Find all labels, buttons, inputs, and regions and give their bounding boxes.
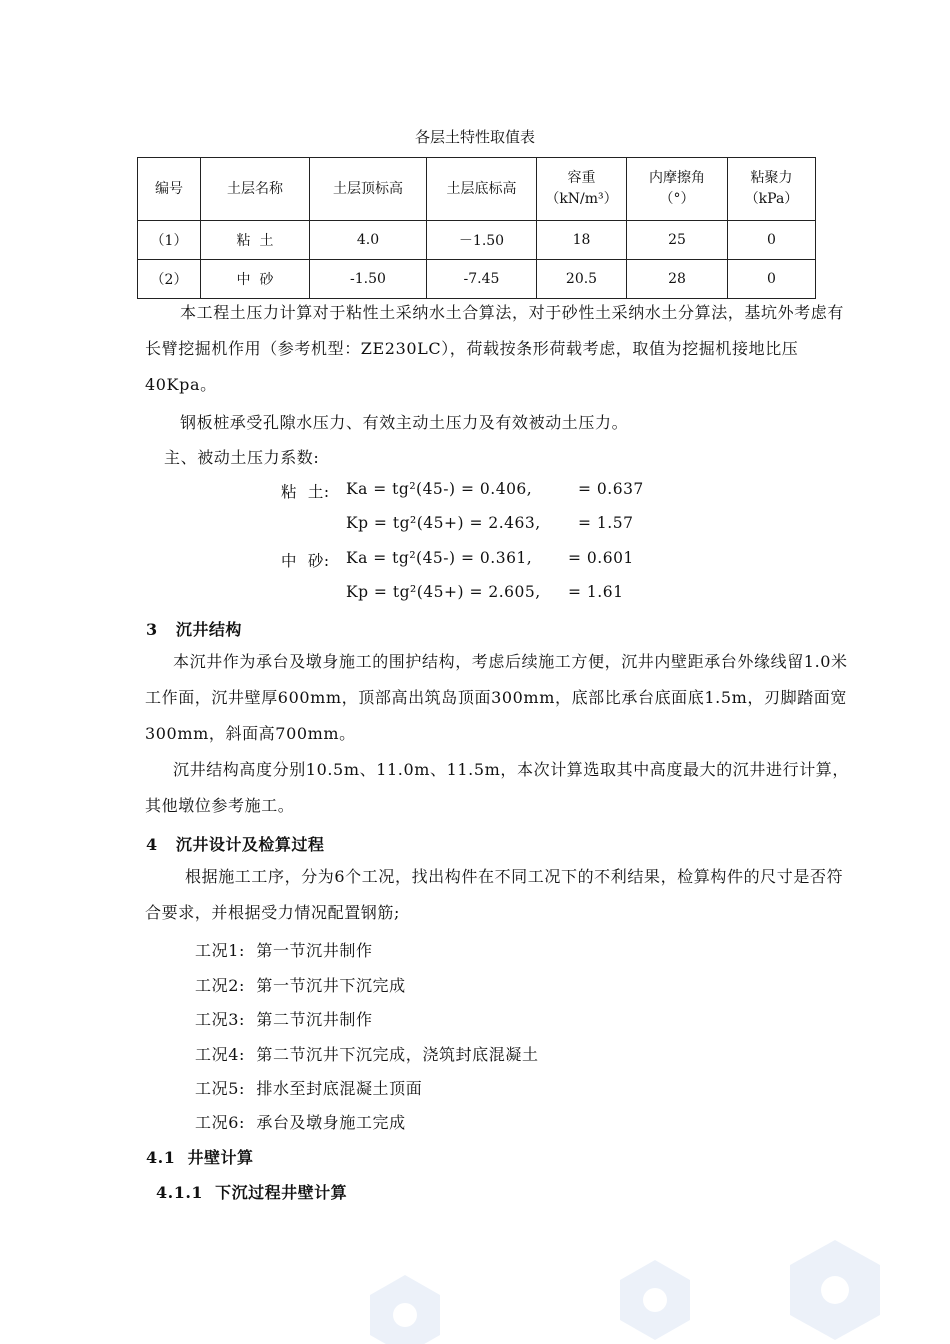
case-item: 工况2: 第一节沉井下沉完成 [195, 976, 406, 995]
section-3-title: 3 沉井结构 [146, 620, 242, 639]
table-cell: （2） [138, 260, 201, 299]
snowflake-watermark-icon [360, 1270, 450, 1344]
sand-label: 中 砂: [281, 552, 330, 570]
sheet-pile-paragraph: 钢板桩承受孔隙水压力、有效主动土压力及有效被动土压力。 [180, 413, 629, 432]
table-cell: 4.0 [310, 221, 427, 260]
clay-ka-formula: Ka = tg²(45-) = 0.406, [346, 480, 533, 498]
clay-kp-formula: Kp = tg²(45+) = 2.463, [346, 514, 541, 532]
clay-label: 粘 土: [281, 483, 330, 501]
table-cell: -1.50 [310, 260, 427, 299]
header-cell: 土层顶标高 [310, 158, 427, 221]
snowflake-watermark-icon [780, 1235, 890, 1344]
section-4-paragraph: 根据施工工序，分为6个工况，找出构件在不同工况下的不利结果，检算构件的尺寸是否符合要求，并根据受力情况配置钢筋; [145, 867, 844, 922]
section-4-1-title: 4.1 井壁计算 [146, 1148, 254, 1167]
table-cell: 20.5 [537, 260, 627, 299]
header-cell: 土层名称 [201, 158, 310, 221]
table-cell: 18 [537, 221, 627, 260]
case-item: 工况4: 第二节沉井下沉完成，浇筑封底混凝土 [195, 1045, 539, 1064]
table-cell: 中 砂 [201, 260, 310, 299]
section-4-title: 4 沉井设计及检算过程 [146, 835, 325, 854]
header-cell: 内摩擦角 （°） [627, 158, 728, 221]
sand-ka-formula: Ka = tg²(45-) = 0.361, [346, 549, 533, 567]
sand-ka-sqrt: = 0.601 [568, 549, 634, 567]
sand-kp-formula: Kp = tg²(45+) = 2.605, [346, 583, 541, 601]
clay-ka-sqrt: = 0.637 [578, 480, 644, 498]
soil-pressure-paragraph: 本工程土压力计算对于粘性土采纳水土合算法，对于砂性土采纳水土分算法，基坑外考虑有长臂挖掘机作用（参考机型：ZE230LC），荷载按条形荷载考虑，取值为挖掘机接地比压40Kpa。 [145, 303, 845, 394]
table-row [138, 260, 816, 299]
table-row [138, 221, 816, 260]
table-cell: 粘 土 [201, 221, 310, 260]
case-item: 工况3: 第二节沉井制作 [195, 1010, 373, 1029]
snowflake-watermark-icon [610, 1255, 700, 1344]
table-cell: 25 [627, 221, 728, 260]
soil-properties-table [137, 157, 816, 299]
table-cell: 0 [728, 221, 816, 260]
header-cell: 编号 [138, 158, 201, 221]
clay-kp-sqrt: = 1.57 [578, 514, 634, 532]
case-item: 工况5: 排水至封底混凝土顶面 [195, 1079, 423, 1098]
section-3-paragraph-2: 沉井结构高度分别10.5m、11.0m、11.5m，本次计算选取其中高度最大的沉井进行计算，其他墩位参考施工。 [145, 760, 849, 815]
header-cell: 粘聚力 （kPa） [728, 158, 816, 221]
table-cell: -7.45 [427, 260, 537, 299]
section-3-paragraph-1: 本沉井作为承台及墩身施工的围护结构，考虑后续施工方便，沉井内壁距承台外缘线留1.0米工作面，沉井壁厚600mm，顶部高出筑岛顶面300mm，底部比承台底面底1.5m，刃脚踏面宽300mm，斜面高700mm。 [145, 652, 848, 743]
case-item: 工况1: 第一节沉井制作 [195, 941, 373, 960]
table-cell: 28 [627, 260, 728, 299]
header-cell: 土层底标高 [427, 158, 537, 221]
table-cell: （1） [138, 221, 201, 260]
table-caption: 各层土特性取值表 [414, 128, 535, 146]
table-cell: －1.50 [427, 221, 537, 260]
table-cell: 0 [728, 260, 816, 299]
case-item: 工况6: 承台及墩身施工完成 [195, 1113, 406, 1132]
sand-kp-sqrt: = 1.61 [568, 583, 624, 601]
section-4-1-1-title: 4.1.1 下沉过程井壁计算 [156, 1183, 348, 1202]
coefficient-heading: 主、被动土压力系数: [164, 448, 320, 467]
header-cell: 容重 （kN/m³） [537, 158, 627, 221]
table-header-row [138, 158, 816, 221]
